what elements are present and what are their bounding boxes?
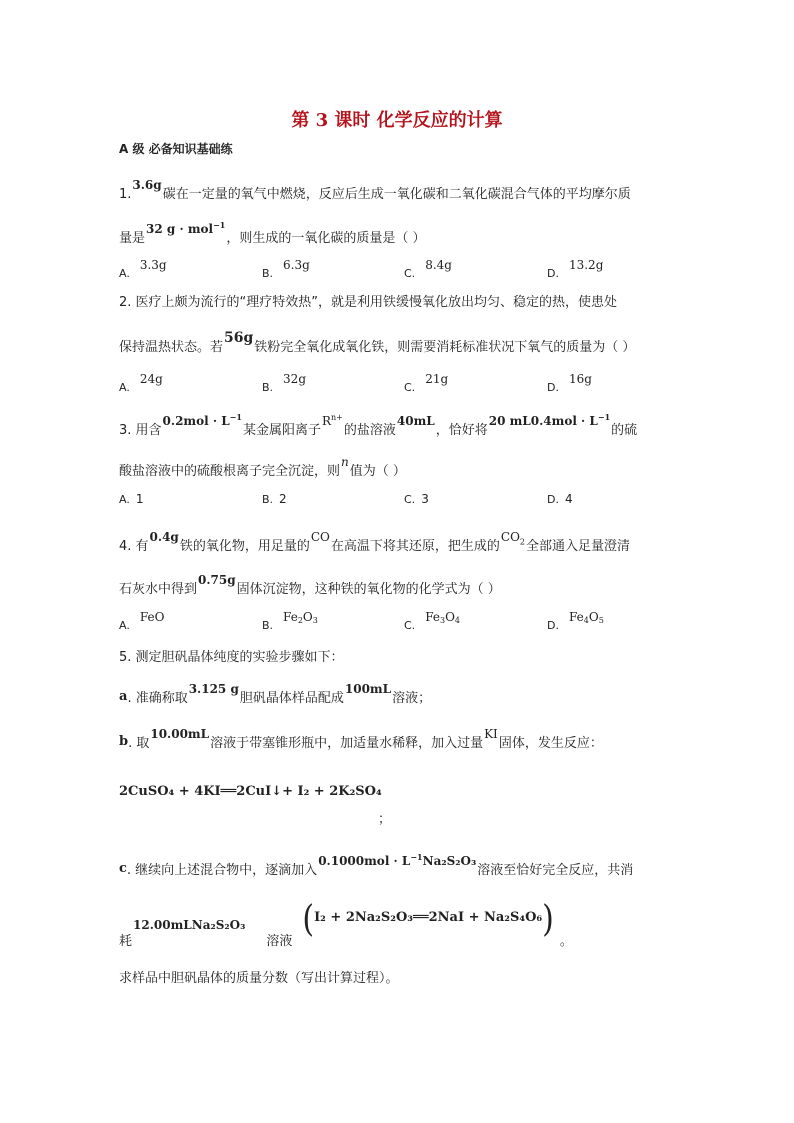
q3-option-c: C. 3	[404, 492, 429, 506]
q1-option-d: D.13.2g	[547, 258, 604, 280]
question-1-line-2	[119, 220, 426, 246]
q5-c-concentration: $0.1000mol \cdot L^{-1}Na_2S_2O_3$	[318, 852, 477, 868]
q4-math-precipitate: 0.75g	[198, 573, 236, 587]
q4-option-b: $B.Fe_2O_3$	[262, 610, 318, 632]
question-1-line-1	[119, 178, 631, 202]
q5-final-prompt: 求样品中胆矾晶体的质量分数（写出计算过程）。	[119, 971, 399, 986]
section-heading: A 级 必备知识基础练	[119, 142, 233, 156]
q5-equation-1-end: ；	[378, 812, 392, 827]
q5-c-volume: 12.00mLNa₂S₂O₃	[133, 918, 246, 932]
q5-equation-2: I₂ + 2Na₂S₂O₃══2NaI + Na₂S₄O₆	[314, 910, 543, 925]
q4-math-co2: $CO_2$	[500, 530, 526, 547]
q5-step-c-line-1: c. 继续向上述混合物中，逐滴加入$0.1000mol \cdot L^{-1}Na_2S_2O_3$溶液至恰好完全反应，共消	[119, 852, 634, 878]
q1-option-b: B.6.3g	[262, 258, 310, 280]
page-title: 第 3 课时 化学反应的计算	[291, 110, 503, 131]
q3-option-b: B. 2	[262, 492, 287, 506]
q1-option-a: A.3.3g	[119, 258, 167, 280]
question-3-line-2: 酸盐溶液中的硫酸根离子完全沉淀，则n值为（ ）	[119, 455, 406, 479]
q4-math-co: CO	[310, 530, 330, 544]
q3-option-a: A. 1	[119, 492, 144, 506]
q2-option-a: A.24g	[119, 372, 163, 394]
q5-step-a: a. 准确称取3.125 g胆矾晶体样品配成100mL溶液；	[119, 682, 432, 706]
q5-equation-1: 2CuSO₄ + 4KI══2CuI↓+ I₂ + 2K₂SO₄	[119, 784, 382, 799]
q3-math-conc-2: 20 $mL0.4mol \cdot L^{-1}$	[488, 412, 611, 428]
q4-option-d: $D.Fe_4O_5$	[547, 610, 604, 632]
q2-option-b: B.32g	[262, 372, 306, 394]
q3-math-n: n	[341, 455, 349, 469]
q5-step-c-line-2: 耗12.00mLNa₂S₂O₃溶液(I₂ + 2Na₂S₂O₃══2NaI + Na₂S₄O₆)。	[119, 898, 573, 949]
q4-option-a: A.FeO	[119, 610, 165, 632]
q3-math-conc-1: $0.2mol \cdot L^{-1}$	[162, 412, 242, 428]
q1-number: 1.	[119, 187, 132, 202]
q1-text-1: 碳在一定量的氧气中燃烧，反应后生成一氧化碳和二氧化碳混合气体的平均摩尔质	[162, 187, 631, 202]
q1-text-3: ，则生成的一氧化碳的质量是（ ）	[226, 231, 426, 246]
question-5-intro: 5. 测定胆矾晶体纯度的实验步骤如下：	[119, 650, 344, 665]
q4-math-mass: 0.4g	[149, 530, 179, 544]
question-3-line-1: 3. 用含$0.2mol \cdot L^{-1}$某金属阳离子$R^{n+}$的盐溶液40mL，恰好将20 $mL0.4mol \cdot L^{-1}$的硫	[119, 412, 638, 438]
q5-a-volume: 100mL	[344, 682, 392, 696]
question-4-line-1: 4. 有0.4g铁的氧化物，用足量的CO在高温下将其还原，把生成的$CO_2$全部通入足量澄清	[119, 530, 631, 554]
question-2-line-1: 2. 医疗上颇为流行的“理疗特效热”，就是利用铁缓慢氧化放出均匀、稳定的热，使患处	[119, 295, 618, 310]
q3-math-volume: 40mL	[396, 414, 435, 428]
question-2-line-2: 保持温热状态。若56g铁粉完全氧化成氧化铁，则需要消耗标准状况下氧气的质量为（ ）	[119, 330, 636, 355]
q5-b-ki: KI	[484, 727, 498, 741]
q2-math-mass: 56g	[224, 330, 254, 346]
q2-option-d: D.16g	[547, 372, 592, 394]
q1-math-mass: 3.6g	[132, 178, 162, 192]
q1-math-molar-mass: 32 g · mol$^{-1}$	[146, 220, 226, 236]
q3-option-d: D. 4	[547, 492, 573, 506]
q1-option-c: C.8.4g	[404, 258, 452, 280]
q4-option-c: $C.Fe_3O_4$	[404, 610, 460, 632]
q1-text-2: 量是	[119, 231, 146, 246]
question-4-line-2: 石灰水中得到0.75g固体沉淀物，这种铁的氧化物的化学式为（ ）	[119, 573, 501, 597]
q5-b-volume: 10.00mL	[150, 727, 210, 741]
q5-a-mass: 3.125 g	[188, 682, 239, 696]
q2-option-c: C.21g	[404, 372, 449, 394]
q3-math-ion: $R^{n+}$	[321, 413, 343, 428]
q5-step-b: b. 取10.00mL溶液于带塞锥形瓶中，加适量水稀释，加入过量KI固体，发生反应：	[119, 727, 603, 751]
